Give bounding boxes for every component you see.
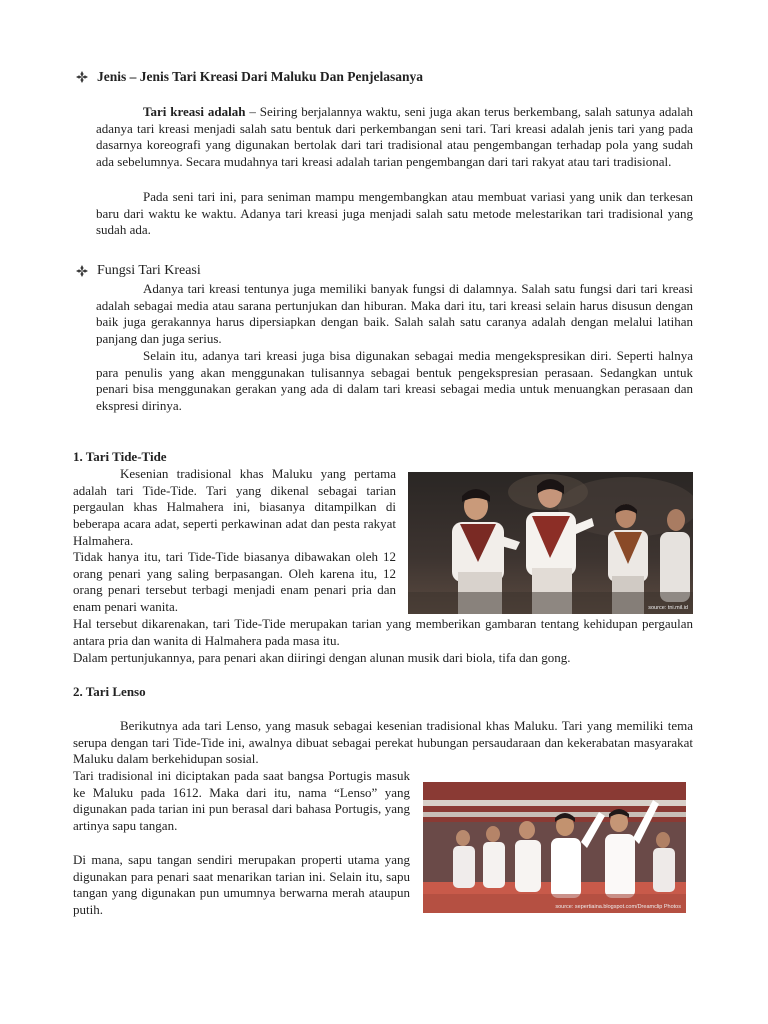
tide-tide-dancers-image [408,472,693,614]
photo-tari-tide-tide [408,472,693,614]
lead-term: Tari kreasi adalah [143,104,246,119]
photo-tari-lenso [423,782,686,913]
paragraph-lenso-2: Tari tradisional ini diciptakan pada saat bangsa Portugis masuk ke Maluku pada 1612. Maka dari itu, nama “Lenso” yang digunakan pada tarian ini pun berasal dari bahasa Portugis, yang artinya sapu tangan. [73,768,410,834]
heading-tari-tide-tide: 1. Tari Tide-Tide [73,449,167,464]
section-heading-text: Jenis – Jenis Tari Kreasi Dari Maluku Dan Penjelasanya [97,69,424,84]
paragraph-lenso-3: Di mana, sapu tangan sendiri merupakan properti utama yang digunakan para penari saat menarikan tarian ini. Selain itu, sapu tangan yang digunakan pun umumnya berwarna merah ataupun putih. [73,852,410,918]
paragraph-tide-3: Hal tersebut dikarenakan, tari Tide-Tide merupakan tarian yang memberikan gambaran tentang kehidupan pergaulan antara pria dan wanita di Halmahera pada masa itu. [73,616,693,648]
paragraph-fungsi-2: Selain itu, adanya tari kreasi juga bisa digunakan sebagai media mengekspresikan diri. Seperti halnya para penulis yang akan menggunakan tulisannya sebagai bentuk pengekspresian perasaan. Sedangkan untuk penari bisa menggunakan gerakan yang ada di dalam tari kreasi sebagai media untuk menuangkan perasaan dan ekspresi dirinya. [96,348,693,414]
heading-tari-lenso: 2. Tari Lenso [73,684,146,699]
paragraph-tari-kreasi-definition [96,104,693,171]
lenso-dancers-image [423,782,686,913]
paragraph-text: – Seiring berjalannya waktu, seni juga akan terus berkembang, salah satunya adalah adanya tari kreasi menjadi salah satu bentuk dari perkembangan seni tari. Tari kreasi adalah jenis tari yang pada dasarnya koreografi yang digunakan bertolak dari tari tradisional atau pengembangan terhadap pola yang sudah ada sebelumnya. Secara mudahnya tari kreasi adalah tarian pengembangan dari tari rakyat atau tari tradisional. [96,104,693,170]
section-heading-fungsi [76,263,201,279]
four-diamond-bullet-icon [76,71,88,83]
section-heading-text: Fungsi Tari Kreasi [97,263,201,278]
photo-credit: source: tni.mil.id [648,605,688,611]
paragraph-tide-2: Tidak hanya itu, tari Tide-Tide biasanya dibawakan oleh 12 orang penari yang saling berpasangan. Oleh karena itu, 12 orang penari tersebut terbagi menjadi enam penari pria dan enam penari wanita. [73,549,396,615]
four-diamond-bullet-icon [76,265,88,277]
paragraph-lenso-1: Berikutnya ada tari Lenso, yang masuk sebagai kesenian tradisional khas Maluku. Tari yang memiliki tema serupa dengan tari Tide-Tide ini, awalnya dibuat sebagai perekat hubungan persaudaraan dan kekerabatan masyarakat Maluku dalam berkehidupan sosial. [73,718,693,767]
photo-credit: source: sepertiaina.blogspot.com/Dreamclip Photos [555,904,681,910]
paragraph-seni-tari: Pada seni tari ini, para seniman mampu mengembangkan atau membuat variasi yang unik dan terkesan baru dari waktu ke waktu. Adanya tari kreasi juga menjadi salah satu metode melestarikan tari tradisional yang sudah ada. [96,189,693,238]
paragraph-fungsi-1: Adanya tari kreasi tentunya juga memiliki banyak fungsi di dalamnya. Salah satu fungsi dari tari kreasi adalah sebagai media atau sarana pertunjukan dan hiburan. Maka dari itu, tari kreasi selain harus disusun dengan baik juga gerakannya harus dipersiapkan dengan baik. Salah salah satu caranya adalah dengan melalui latihan panjang dan juga serius. [96,281,693,347]
section-heading-jenis [76,69,423,85]
paragraph-tide-4: Dalam pertunjukannya, para penari akan diiringi dengan alunan musik dari biola, tifa dan gong. [73,650,571,665]
paragraph-tide-1: Kesenian tradisional khas Maluku yang pertama adalah tari Tide-Tide. Tari yang dikenal sebagai tarian pergaulan khas Halmahera ini, biasanya ditampilkan di beberapa acara adat, seperti perkawinan adat dan pesta rakyat Halmahera. [73,466,396,548]
